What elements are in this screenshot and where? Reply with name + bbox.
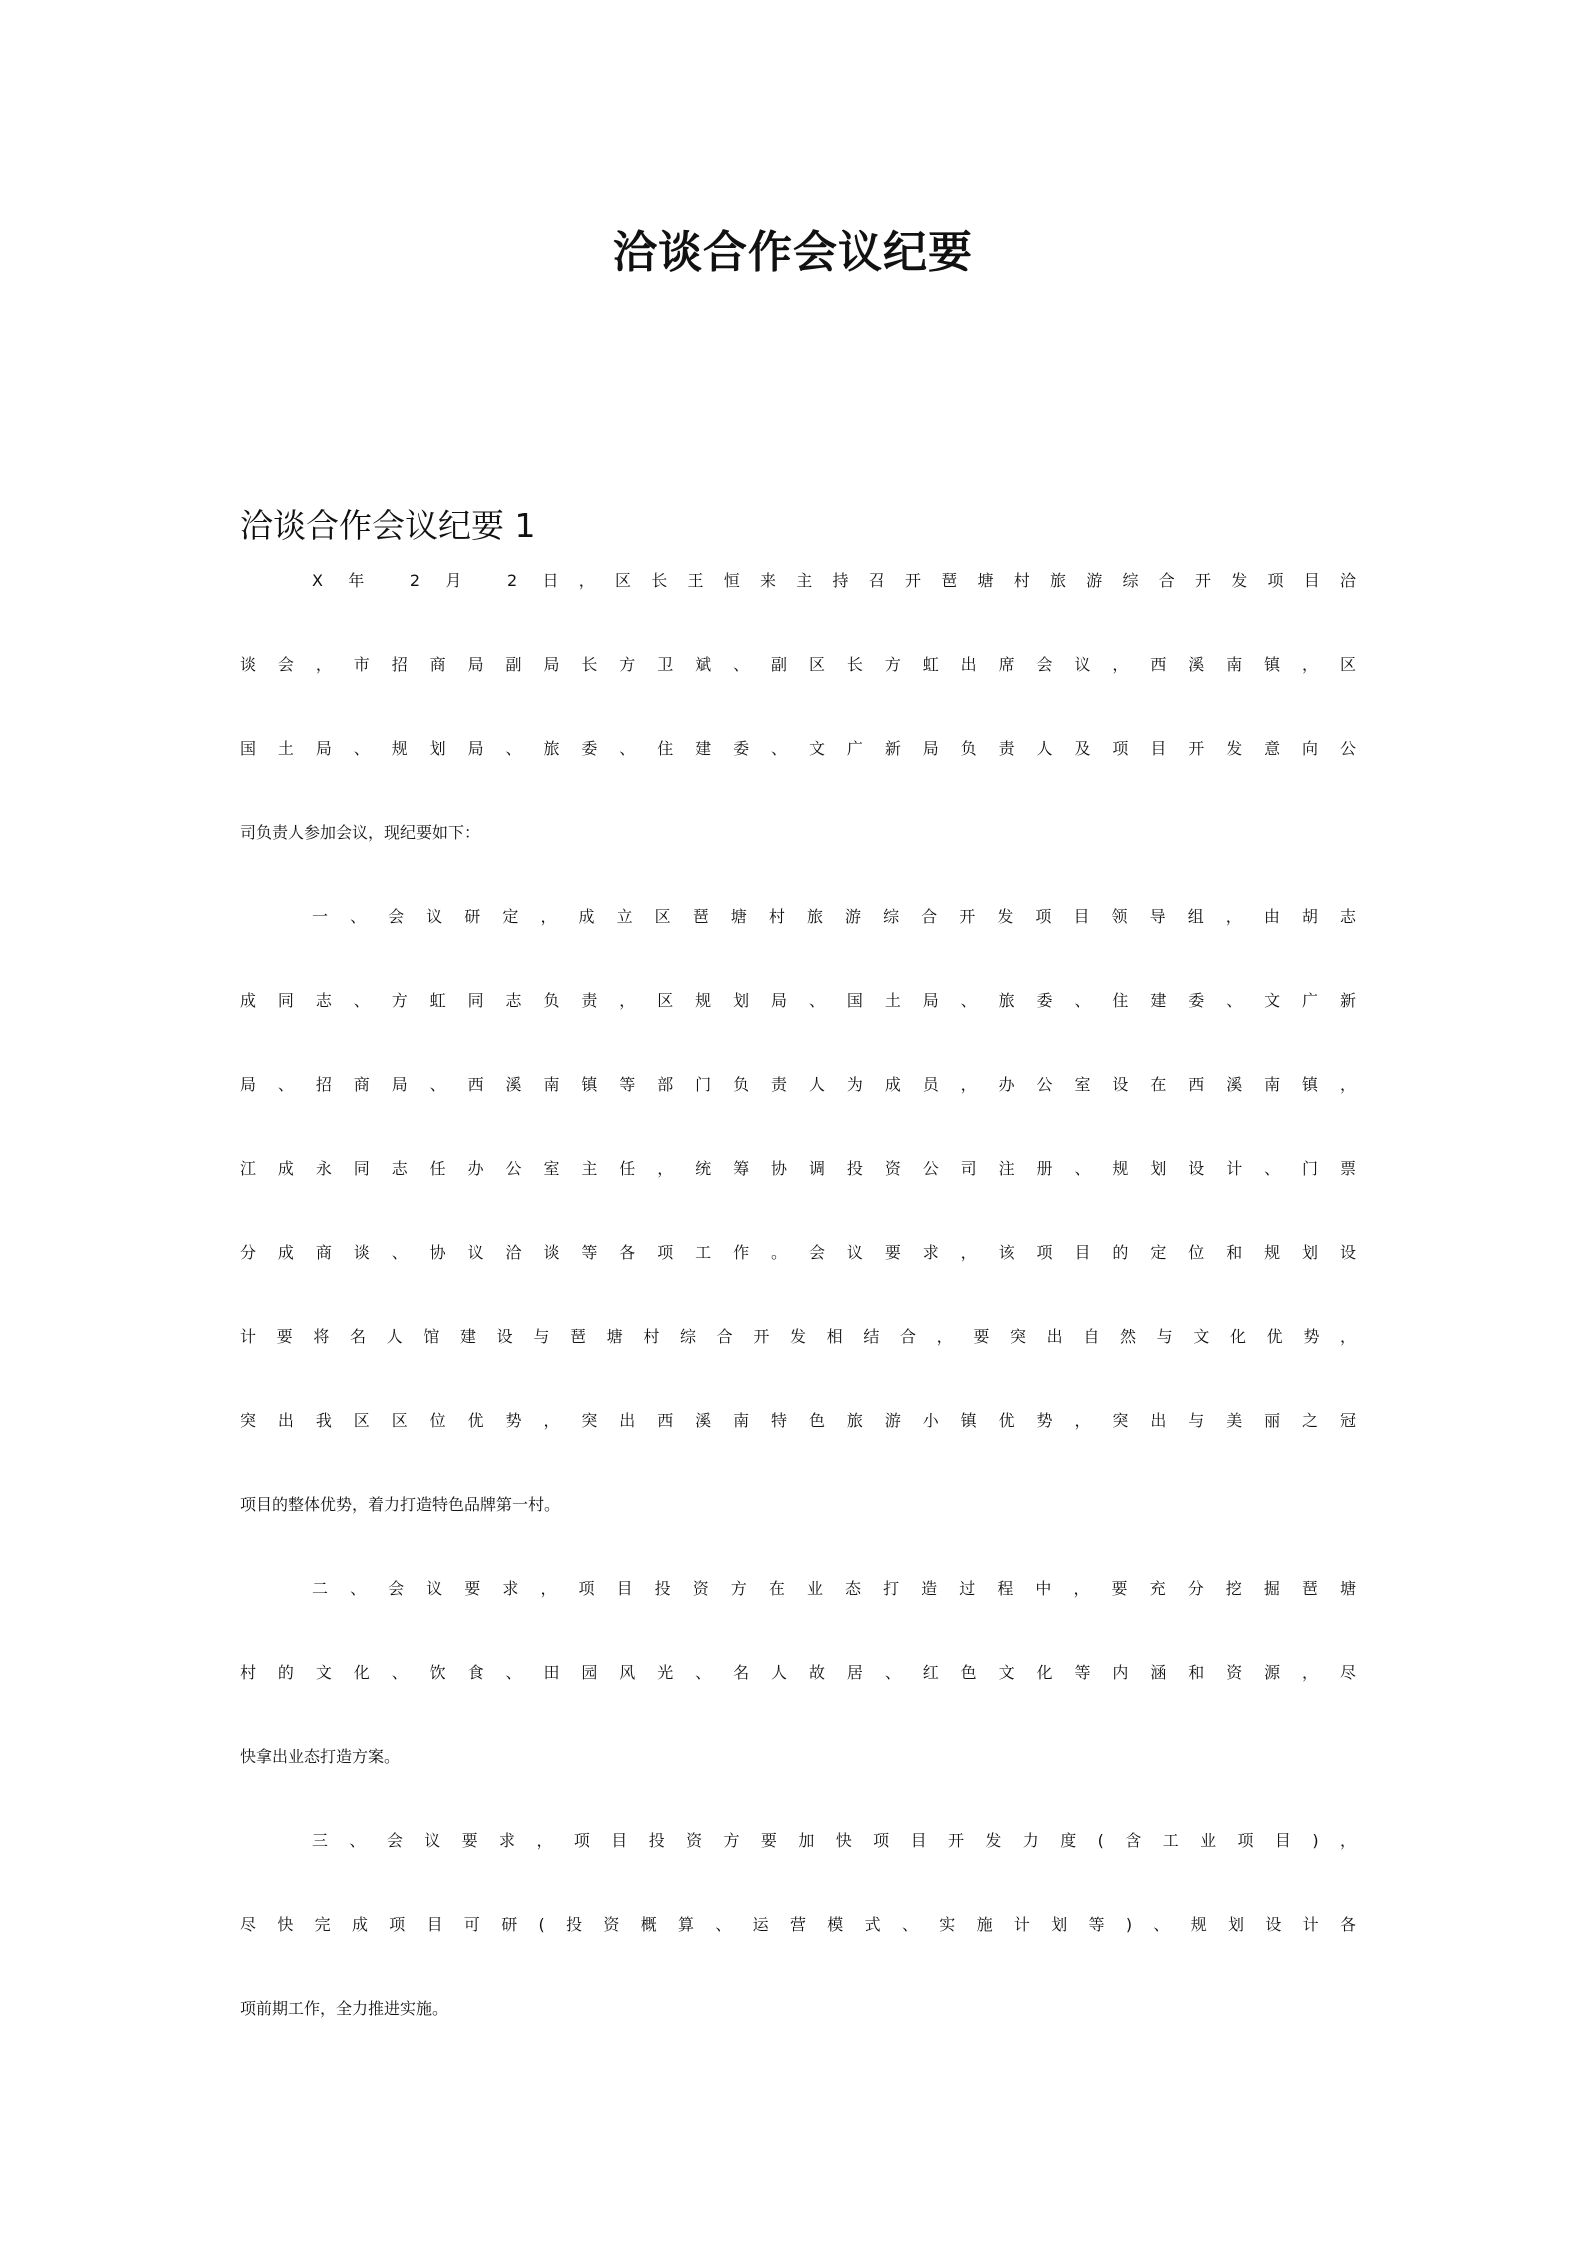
paragraph-line: 江成永同志任办公室主任，统筹协调投资公司注册、规划设计、门票 xyxy=(240,1159,1356,1178)
paragraph-line: 司负责人参加会议，现纪要如下： xyxy=(240,823,481,842)
paragraph-4 xyxy=(240,1828,1356,2080)
paragraph-line: 快拿出业态打造方案。 xyxy=(240,1747,401,1766)
paragraph-line: 尽快完成项目可研(投资概算、运营模式、实施计划等)、规划设计各 xyxy=(240,1915,1356,1934)
paragraph-3 xyxy=(240,1576,1356,1828)
paragraph-1 xyxy=(240,568,1356,904)
paragraph-line: 计要将名人馆建设与琶塘村综合开发相结合，要突出自然与文化优势， xyxy=(240,1327,1356,1346)
paragraph-line: 一、会议研定，成立区琶塘村旅游综合开发项目领导组，由胡志 xyxy=(312,907,1356,926)
paragraph-2 xyxy=(240,904,1356,1576)
paragraph-line: 国土局、规划局、旅委、住建委、文广新局负责人及项目开发意向公 xyxy=(240,739,1356,758)
paragraph-line: 村的文化、饮食、田园风光、名人故居、红色文化等内涵和资源，尽 xyxy=(240,1663,1356,1682)
paragraph-line: 分成商谈、协议洽谈等各项工作。会议要求，该项目的定位和规划设 xyxy=(240,1243,1356,1262)
paragraph-line: 三、会议要求，项目投资方要加快项目开发力度(含工业项目)， xyxy=(312,1831,1356,1850)
paragraph-line: X 年 2 月 2 日，区长王恒来主持召开琶塘村旅游综合开发项目洽 xyxy=(312,571,1356,590)
paragraph-line: 局、招商局、西溪南镇等部门负责人为成员，办公室设在西溪南镇， xyxy=(240,1075,1356,1094)
paragraph-line: 突出我区区位优势，突出西溪南特色旅游小镇优势，突出与美丽之冠 xyxy=(240,1411,1356,1430)
paragraph-line: 谈会，市招商局副局长方卫斌、副区长方虹出席会议，西溪南镇，区 xyxy=(240,655,1356,674)
paragraph-line: 项前期工作，全力推进实施。 xyxy=(240,1999,449,2018)
paragraph-line: 项目的整体优势，着力打造特色品牌第一村。 xyxy=(240,1495,561,1514)
document-body xyxy=(240,484,1356,2080)
section-heading: 洽谈合作会议纪要 1 xyxy=(240,506,536,545)
paragraph-line: 成同志、方虹同志负责，区规划局、国土局、旅委、住建委、文广新 xyxy=(240,991,1356,1010)
document-title: 洽谈合作会议纪要 xyxy=(613,227,973,278)
paragraph-line: 二、会议要求，项目投资方在业态打造过程中，要充分挖掘琶塘 xyxy=(312,1579,1356,1598)
